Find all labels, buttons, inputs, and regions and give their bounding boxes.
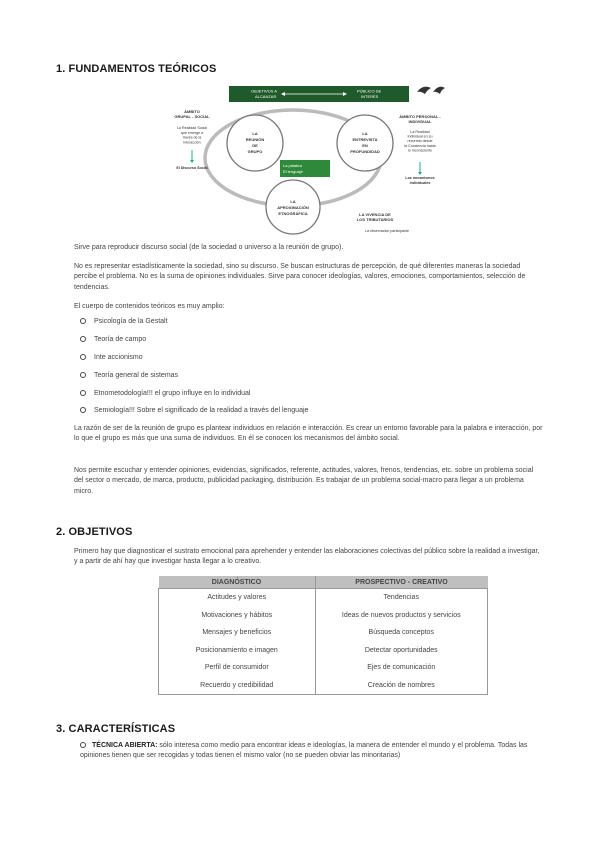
table-header-diagnostico: DIAGNÓSTICO (159, 576, 316, 589)
section-title-fundamentos: 1. FUNDAMENTOS TEÓRICOS (56, 63, 217, 75)
s3-bullet-text: sólo interesa como medio para encontrar ideas e ideologías, la manera de entender el mundo y el problema. Todas las opiniones tienen que ser recogidas y todas tienen el mismo valor (no se pueden obviar las minoritarias) (80, 742, 528, 760)
list-item: Inte accionismo (80, 354, 143, 361)
right-body: Individual en su (407, 134, 433, 139)
left-heading: ÁMBITO (184, 109, 200, 114)
bullet-icon (80, 407, 86, 413)
diagram-bar-right: PÚBLICO DE (357, 88, 382, 94)
list-item: Psicología de la Gestalt (80, 318, 168, 325)
bottom-body: La observación participante (365, 229, 409, 233)
node-label: LA (290, 199, 296, 204)
s1-paragraph-1: Sirve para reproducir discurso social (de la sociedad o universo a la reunión de grupo). (74, 244, 344, 251)
left-footer: El Discurso Social (176, 166, 208, 170)
s1-paragraph-2: No es representar estadísticamente la sociedad, sino su discurso. Se buscan estructuras de percepción, de qué diferentes maneras la sociedad percibe el problema. No es la suma de opiniones individuales. Sirve para conocer ideologías, valores, emociones, comportamientos, selección de tendencias. (74, 263, 526, 291)
left-body: través de la (182, 135, 202, 140)
left-body: que emerge a (180, 130, 204, 135)
bullet-icon (80, 336, 86, 342)
right-heading: INDIVIDUAL (408, 119, 432, 124)
diagram-bar-left-1: OBJETIVOS A (251, 88, 278, 94)
right-footer: individuales (409, 180, 431, 185)
bullet-icon (80, 372, 86, 378)
methodology-diagram (165, 80, 445, 240)
section-title-caracteristicas: 3. CARACTERÍSTICAS (56, 723, 176, 735)
table-row: Actitudes y valores Tendencias (159, 589, 488, 607)
objectives-table (158, 576, 488, 695)
left-body: interacción (183, 140, 201, 145)
diagram-bar-left (251, 89, 277, 94)
list-item: Semiología!!! Sobre el significado de la realidad a través del lenguaje (80, 407, 308, 414)
s2-paragraph-1: Primero hay que diagnosticar el sustrato emocional para aprehender y entender las elaboraciones colectivas del público sobre la realidad a investigar, y a partir de ahí hay que investigar hasta llegar a lo creativo. (74, 548, 540, 566)
right-body: la Conciencia hasta (404, 143, 436, 148)
section-title-objetivos: 2. OBJETIVOS (56, 526, 133, 538)
left-heading: GRUPAL - SOCIAL (174, 114, 210, 119)
s1-paragraph-4: La razón de ser de la reunión de grupo es plantear individuos en relación e interacción. Es crear un entorno favorable para la palabra e interacción, por lo que el grupo es más que una suma de individuos. En él se conocen los mecanismos del ámbito social. (74, 425, 543, 443)
table-row: Mensajes y beneficios Búsqueda conceptos (159, 624, 488, 642)
bullet-icon (80, 390, 86, 396)
node-label: LA (252, 131, 258, 136)
list-item: Etnometodología!!! el grupo influye en lo individual (80, 390, 250, 397)
node-label: DE (252, 143, 258, 148)
node-label: REUNIÓN (245, 137, 265, 142)
left-body: La Realidad Social (177, 126, 207, 130)
right-body: recorrido desde (407, 139, 433, 144)
node-label: ENTREVISTA (352, 137, 378, 142)
table-header-row (159, 576, 488, 589)
s3-bullet-bold: TÉCNICA ABIERTA: (92, 742, 158, 749)
right-footer: Los mecanismos (405, 176, 435, 180)
node-label: LA (362, 131, 368, 136)
table-header-prospectivo: PROSPECTIVO - CREATIVO (315, 576, 488, 589)
node-label: EN (362, 143, 368, 148)
s3-bullet (80, 741, 540, 762)
right-body: lo Inconsciente (408, 148, 432, 153)
table-row: Recuerdo y credibilidad Creación de nombres (159, 677, 488, 695)
node-label: APROXIMACIÓN (277, 205, 309, 210)
svg-text:INTERÉS: INTERÉS (361, 94, 379, 99)
bullet-icon (80, 354, 86, 360)
center-box-label: La palabra (283, 163, 302, 168)
node-label: GRUPO (247, 149, 263, 154)
wings-logo-icon (417, 87, 445, 94)
table-row: Motivaciones y hábitos Ideas de nuevos productos y servicios (159, 607, 488, 625)
s1-paragraph-3: El cuerpo de contenidos teóricos es muy amplio: (74, 303, 225, 310)
node-label: PROFUNDIDAD (350, 149, 380, 154)
node-label: ETNOGRÁFICA (278, 211, 308, 216)
svg-text:ALCANZAR: ALCANZAR (255, 94, 277, 99)
right-body: La Realidad (410, 130, 430, 134)
bullet-icon (80, 742, 86, 748)
table-row: Posicionamiento e imagen Detectar oportunidades (159, 642, 488, 660)
list-item: Teoría de campo (80, 336, 146, 343)
list-item: Teoría general de sistemas (80, 372, 178, 379)
bullet-icon (80, 318, 86, 324)
table-row: Perfil de consumidor Ejes de comunicación (159, 659, 488, 677)
s1-paragraph-5: Nos permite escuchar y entender opiniones, evidencias, significados, referente, actitudes, valores, frenos, tendencias, etc. sobre un problema social del sector o mercado, de marca, producto, publicidad packaging, distribución. Es trabajar de un problema social-macro para llegar a un problema micro. (74, 467, 534, 495)
center-box-label: El lenguaje (283, 169, 303, 174)
bottom-heading: LA VIVENCIA DE (359, 212, 391, 217)
right-heading: ÁMBITO PERSONAL - (399, 114, 441, 119)
bottom-heading: LOS TRIBUTARIOS (356, 217, 394, 222)
